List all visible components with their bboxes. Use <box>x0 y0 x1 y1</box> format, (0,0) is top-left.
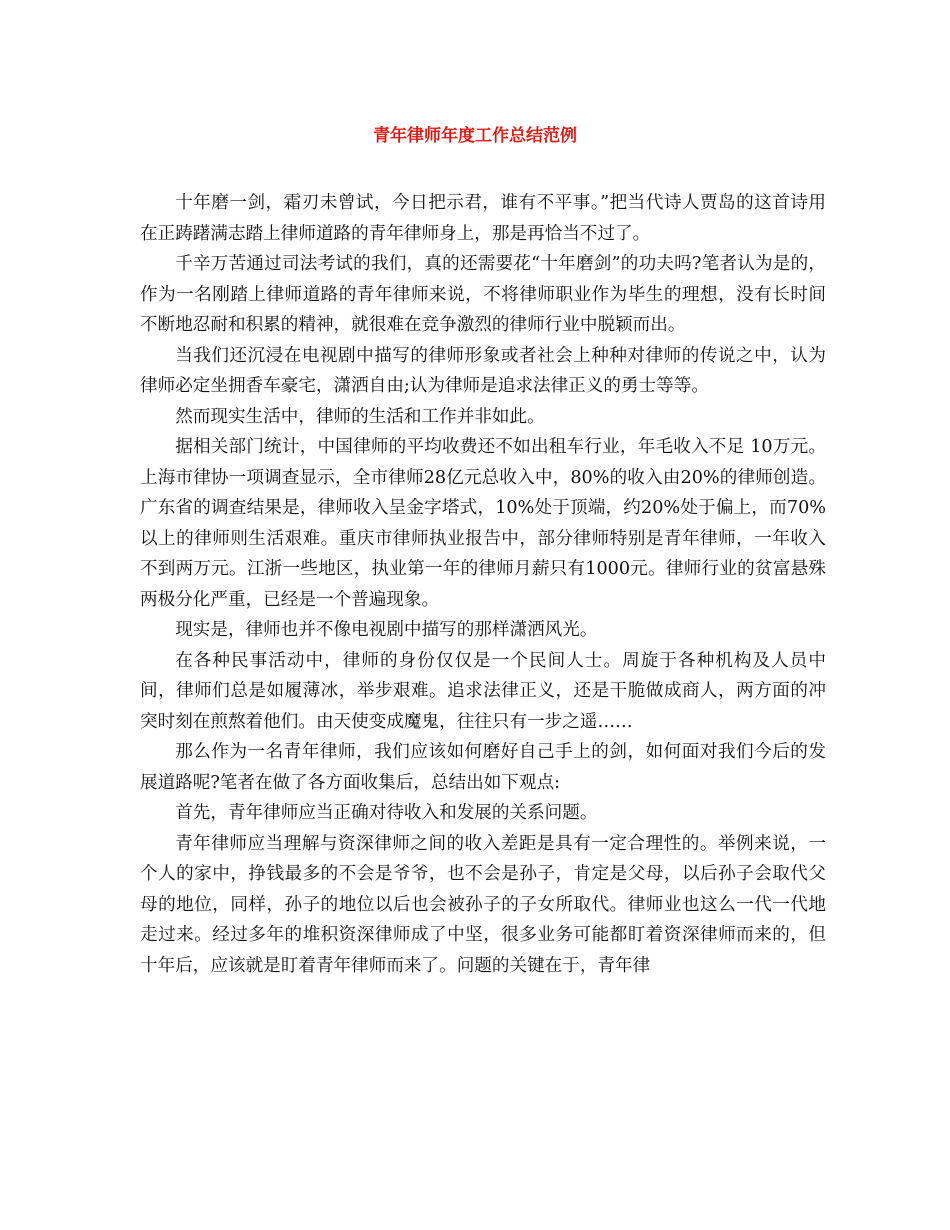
paragraph: 当我们还沉浸在电视剧中描写的律师形象或者社会上种种对律师的传说之中，认为律师必定坐拥香车豪宅，潇洒自由;认为律师是追求法律正义的勇士等等。 <box>140 345 826 396</box>
document-title: 青年律师年度工作总结范例 <box>373 126 577 146</box>
paragraph: 现实是，律师也并不像电视剧中描写的那样潇洒风光。 <box>175 620 598 640</box>
paragraph: 那么作为一名青年律师，我们应该如何磨好自己手上的剑，如何面对我们今后的发展道路呢?笔者在做了各方面收集后，总结出如下观点: <box>140 742 826 793</box>
paragraph: 然而现实生活中，律师的生活和工作并非如此。 <box>175 406 545 427</box>
paragraph: 千辛万苦通过司法考试的我们，真的还需要花“十年磨剑”的功夫吗?笔者认为是的，作为一名刚踏上律师道路的青年律师来说，不将律师职业作为毕生的理想，没有长时间不断地忍耐和积累的精神，就很难在竞争激烈的律师行业中脱颖而出。 <box>140 254 826 335</box>
paragraph: 据相关部门统计，中国律师的平均收费还不如出租车行业，年毛收入不足 10万元。上海市律协一项调查显示，全市律师28亿元总收入中，80%的收入由20%的律师创造。广东省的调查结果是，律师收入呈金字塔式，10%处于顶端，约20%处于偏上，而70%以上的律师则生活艰难。重庆市律师执业报告中，部分律师特别是青年律师，一年收入不到两万元。江浙一些地区，执业第一年的律师月薪只有1000元。律师行业的贫富悬殊两极分化严重，已经是一个普遍现象。 <box>140 437 826 610</box>
paragraph: 青年律师应当理解与资深律师之间的收入差距是具有一定合理性的。举例来说，一个人的家中，挣钱最多的不会是爷爷，也不会是孙子，肯定是父母，以后孙子会取代父母的地位，同样，孙子的地位以后也会被孙子的子女所取代。律师业也这么一代一代地走过来。经过多年的堆积资深律师成了中坚，很多业务可能都盯着资深律师而来的，但十年后，应该就是盯着青年律师而来了。问题的关键在于，青年律 <box>140 833 826 976</box>
document-body <box>140 188 826 981</box>
paragraph: 十年磨一剑，霜刃未曾试，今日把示君，谁有不平事。”把当代诗人贾岛的这首诗用在正踌躇满志踏上律师道路的青年律师身上，那是再恰当不过了。 <box>140 193 826 244</box>
paragraph: 在各种民事活动中，律师的身份仅仅是一个民间人士。周旋于各种机构及人员中间，律师们总是如履薄冰，举步艰难。追求法律正义，还是干脆做成商人，两方面的冲突时刻在煎熬着他们。由天使变成魔鬼，往往只有一步之遥…… <box>140 650 826 732</box>
paragraph: 首先，青年律师应当正确对待收入和发展的关系问题。 <box>175 803 598 823</box>
